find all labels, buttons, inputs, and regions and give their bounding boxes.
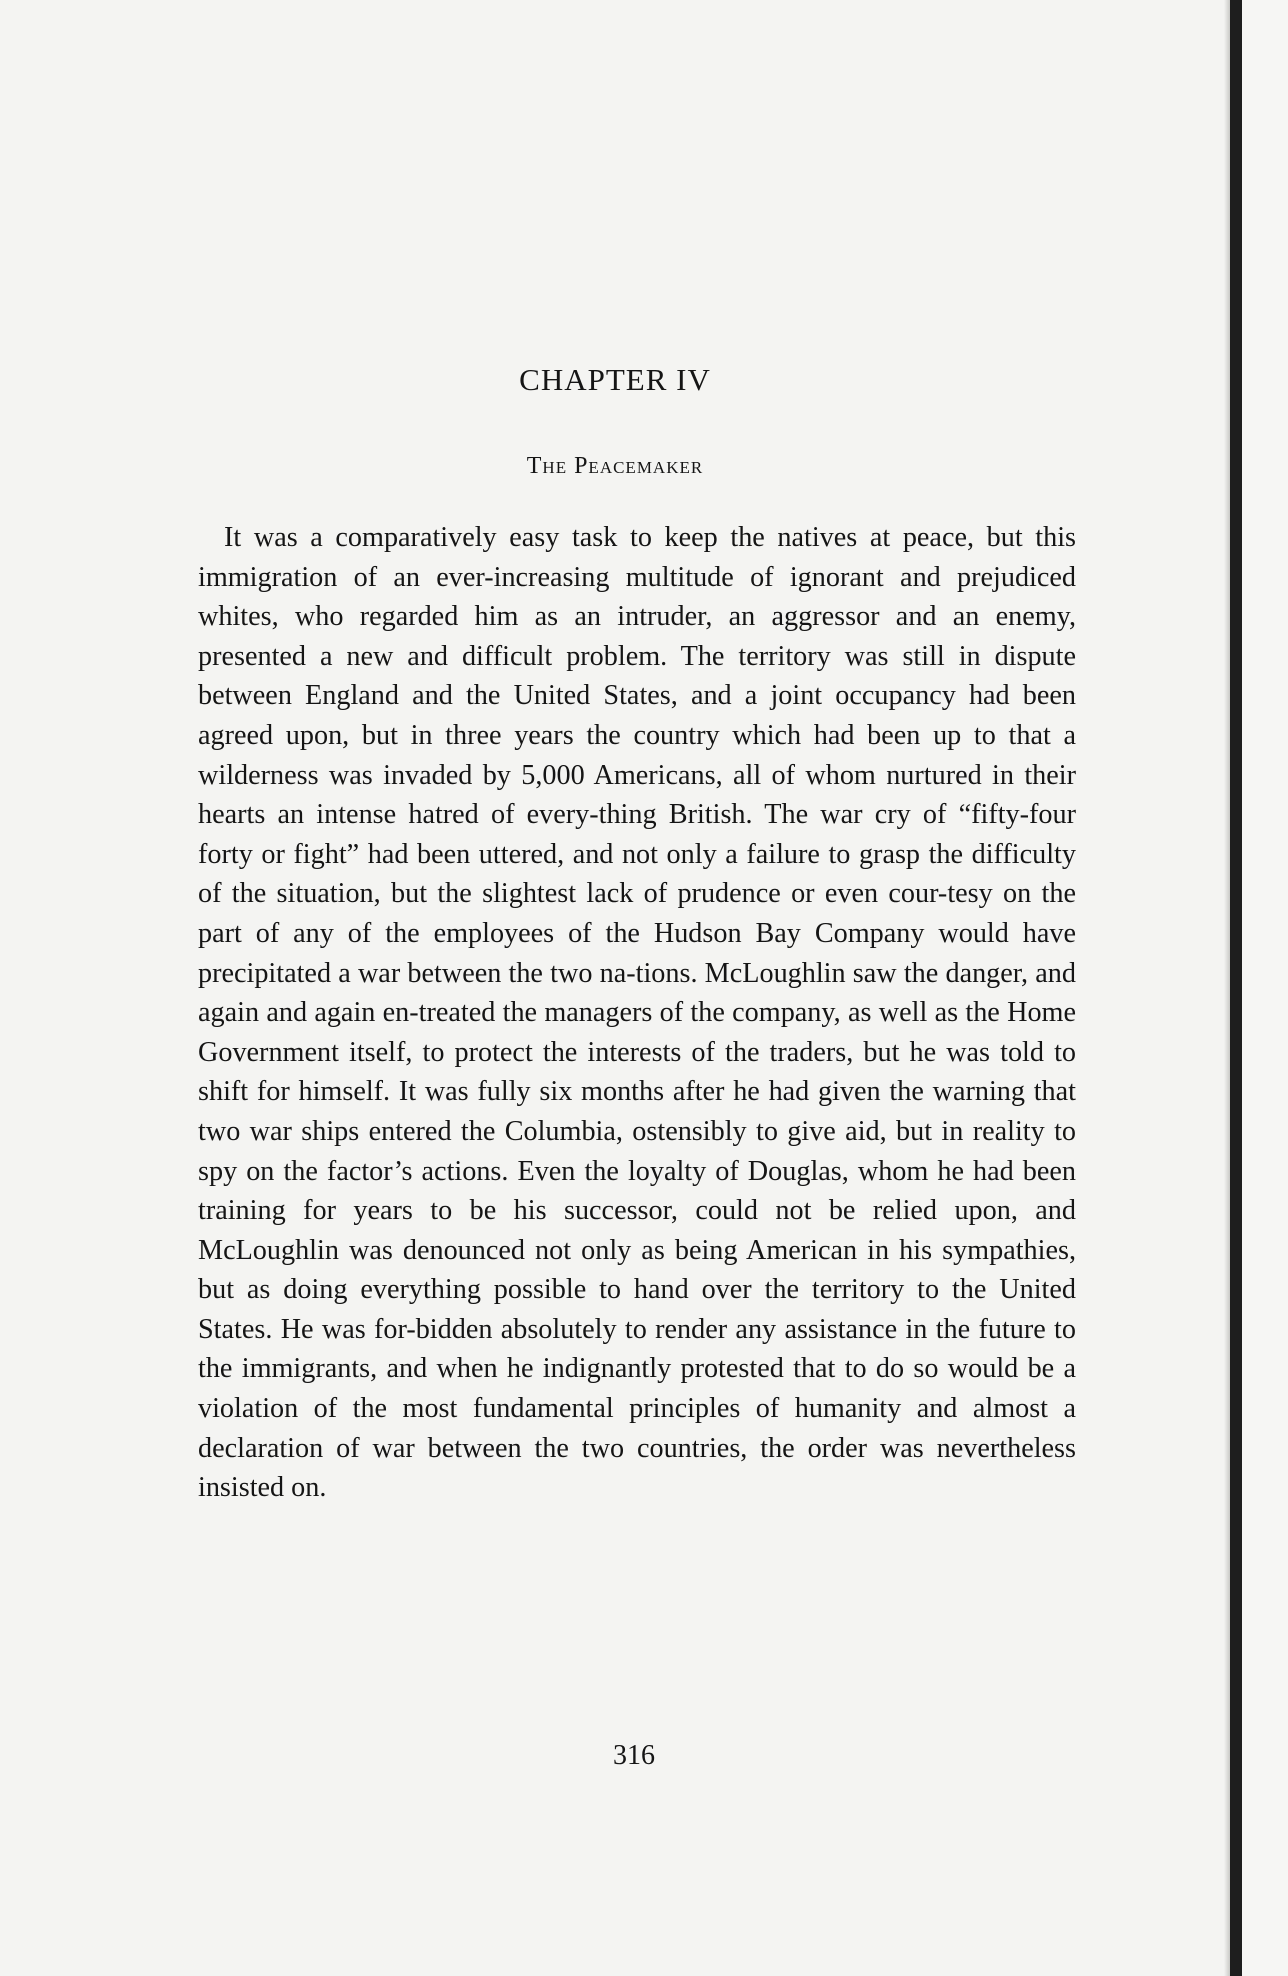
chapter-title: The Peacemaker [526,453,704,479]
page-right-margin [1242,0,1288,1976]
chapter-heading: CHAPTER IV [519,362,711,397]
page-number: 316 [613,1740,655,1771]
book-spine-edge [1230,0,1242,1976]
body-paragraph: It was a comparatively easy task to keep the natives at peace, but this immigration of an ever-increasing multitude of ignorant and prejudiced whites, who regarded him as an intruder, an aggressor and an enemy, presented a new and difficult problem. The territory was still in dispute between England and the United States, and a joint occupancy had been agreed upon, but in three years the country which had been up to that a wilderness was invaded by 5,000 Americans, all of whom nurtured in their hearts an intense hatred of every-thing British. The war cry of “fifty-four forty or fight” had been uttered, and not only a failure to grasp the difficulty of the situation, but the slightest lack of prudence or even cour-tesy on the part of any of the employees of the Hudson Bay Company would have precipitated a war between the two na-tions. McLoughlin saw the danger, and again and again en-treated the managers of the company, as well as the Home Government itself, to protect the interests of the traders, but he was told to shift for himself. It was fully six months after he had given the warning that two war ships entered the Columbia, ostensibly to give aid, but in reality to spy on the factor’s actions. Even the loyalty of Douglas, whom he had been training for years to be his successor, could not be relied upon, and McLoughlin was denounced not only as being American in his sympathies, but as doing everything possible to hand over the territory to the United States. He was for-bidden absolutely to render any assistance in the future to the immigrants, and when he indignantly protested that to do so would be a violation of the most fundamental principles of humanity and almost a declaration of war between the two countries, the order was nevertheless insisted on. [198,522,1076,1504]
